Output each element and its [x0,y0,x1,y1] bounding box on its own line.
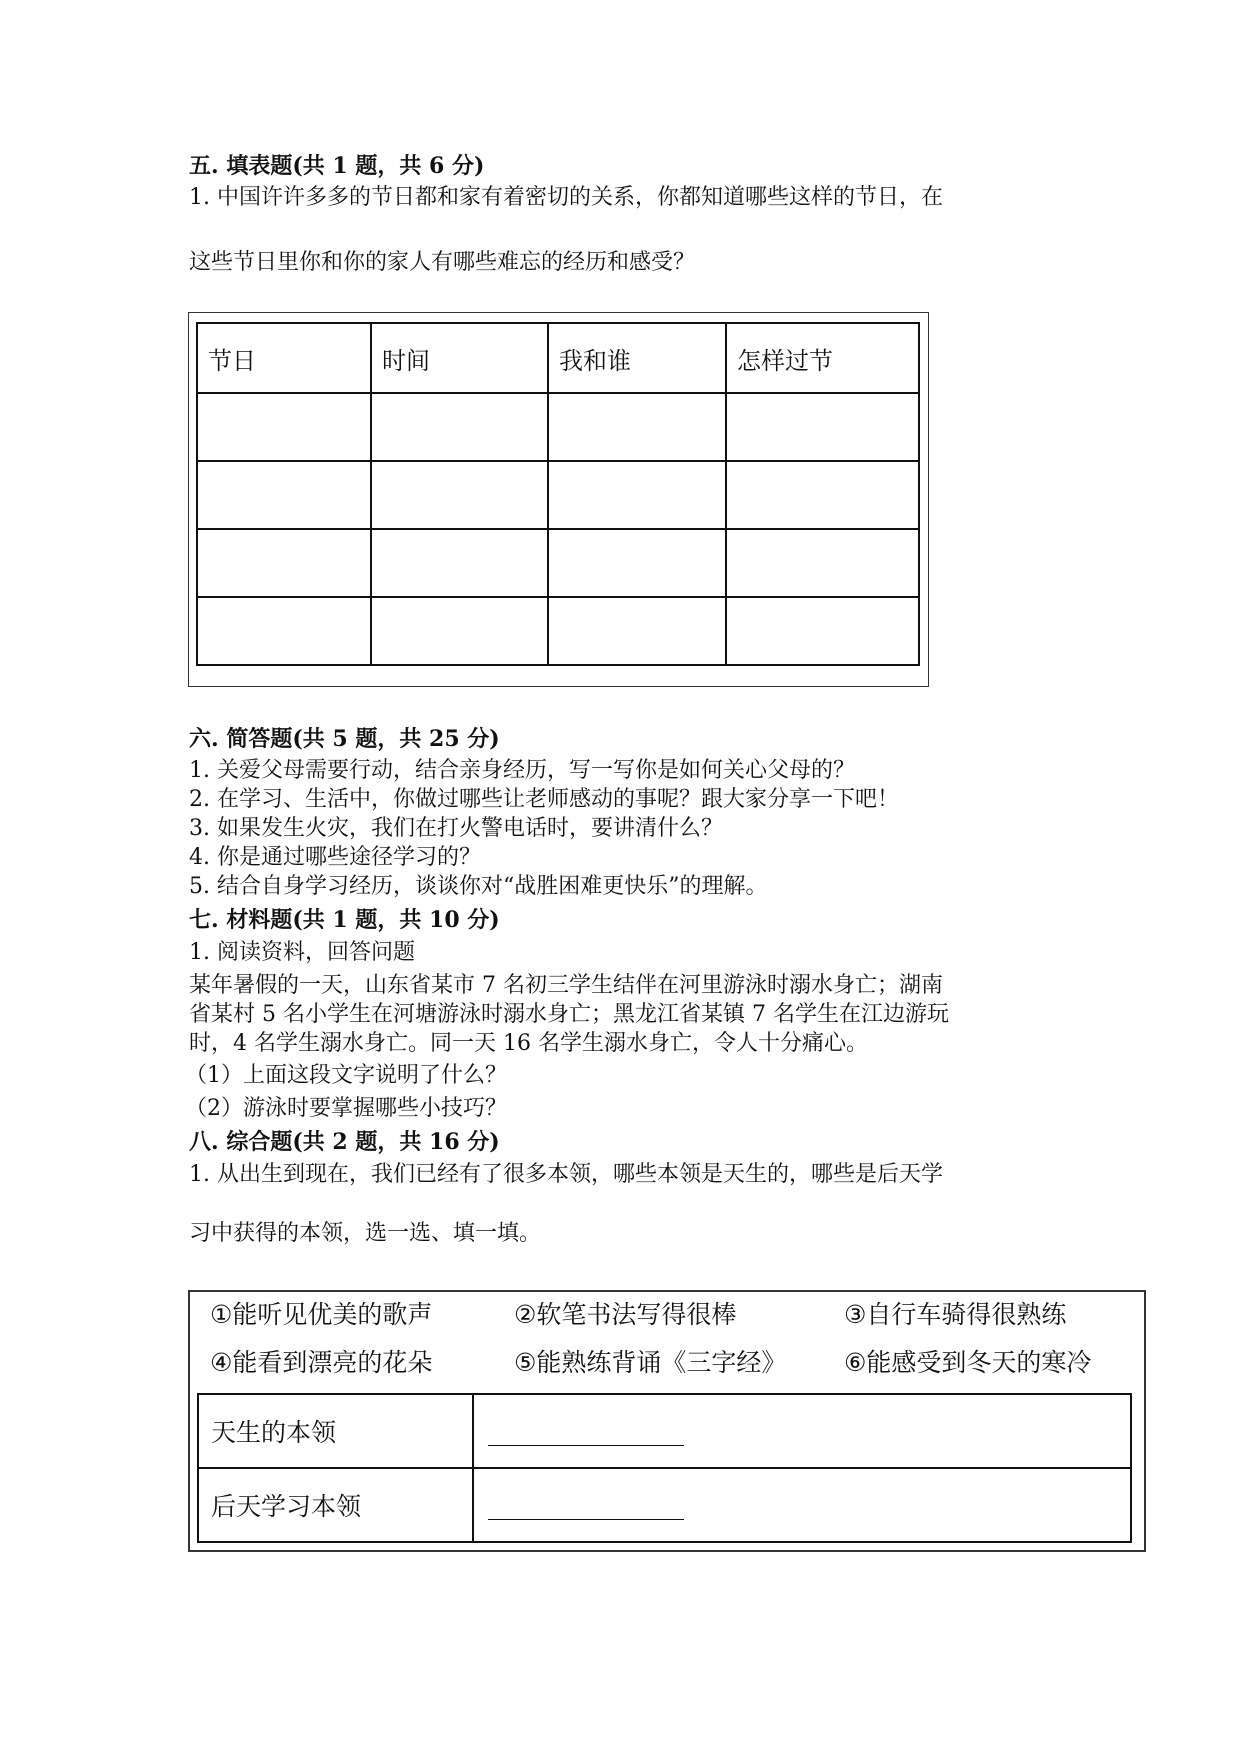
header-how-celebrate: 怎样过节 [726,323,919,393]
question-5-1-line-2: 这些节日里你和你的家人有哪些难忘的经历和感受？ [189,250,696,275]
option-1: ①能听见优美的歌声 [210,1300,433,1329]
question-8-1-line-1: 1. 从出生到现在，我们已经有了很多本领，哪些本领是天生的，哪些是后天学 [189,1162,943,1187]
table-cell[interactable] [371,461,548,529]
option-3: ③自行车骑得很熟练 [844,1300,1067,1329]
header-with-whom: 我和谁 [548,323,726,393]
header-festival: 节日 [197,323,371,393]
table-row [198,1394,1131,1468]
answer-cell-acquired[interactable] [473,1468,1131,1542]
option-6: ⑥能感受到冬天的寒冷 [844,1348,1092,1377]
question-6-1: 1. 关爱父母需要行动，结合亲身经历，写一写你是如何关心父母的？ [189,758,855,783]
table-cell[interactable] [726,597,919,665]
section-8-heading: 八. 综合题(共 2 题，共 16 分) [189,1129,500,1155]
question-6-4: 4. 你是通过哪些途径学习的？ [189,845,481,870]
row-label-acquired: 后天学习本领 [198,1468,473,1542]
table-cell[interactable] [548,529,726,597]
row-label-innate: 天生的本领 [198,1394,473,1468]
table-cell[interactable] [371,597,548,665]
table-cell[interactable] [726,461,919,529]
question-8-1-line-2: 习中获得的本领，选一选、填一填。 [189,1221,542,1246]
table-header-row [197,323,919,393]
ability-table [197,1393,1132,1543]
table-cell[interactable] [726,393,919,461]
option-2: ②软笔书法写得很棒 [514,1300,737,1329]
table-cell[interactable] [197,597,371,665]
passage-line-1: 某年暑假的一天，山东省某市 7 名初三学生结伴在河里游泳时溺水身亡；湖南 [189,973,943,998]
table-cell[interactable] [726,529,919,597]
table-cell[interactable] [548,461,726,529]
table-cell[interactable] [371,393,548,461]
answer-blank-acquired[interactable] [488,1493,684,1520]
table-row [197,529,919,597]
festival-table [196,322,920,666]
table-row [197,393,919,461]
option-4: ④能看到漂亮的花朵 [210,1348,433,1377]
table-cell[interactable] [548,597,726,665]
passage-line-3: 时，4 名学生溺水身亡。同一天 16 名学生溺水身亡，令人十分痛心。 [189,1031,868,1056]
table-row [197,597,919,665]
question-6-2: 2. 在学习、生活中，你做过哪些让老师感动的事呢？跟大家分享一下吧！ [189,787,899,812]
passage-line-2: 省某村 5 名小学生在河塘游泳时溺水身亡；黑龙江省某镇 7 名学生在江边游玩 [189,1002,949,1027]
table-cell[interactable] [197,529,371,597]
question-5-1-line-1: 1. 中国许许多多的节日都和家有着密切的关系，你都知道哪些这样的节日，在 [189,185,943,210]
answer-cell-innate[interactable] [473,1394,1131,1468]
question-6-5: 5. 结合自身学习经历，谈谈你对“战胜困难更快乐”的理解。 [189,874,768,899]
section-6-heading: 六. 简答题(共 5 题，共 25 分) [189,726,500,752]
question-6-3: 3. 如果发生火灾，我们在打火警电话时，要讲清什么？ [189,816,723,841]
sub-question-2: （2）游泳时要掌握哪些小技巧？ [185,1096,507,1121]
question-7-1: 1. 阅读资料，回答问题 [189,940,415,965]
answer-blank-innate[interactable] [488,1419,684,1446]
sub-question-1: （1）上面这段文字说明了什么？ [185,1063,507,1088]
section-7-heading: 七. 材料题(共 1 题，共 10 分) [189,907,500,933]
table-row [197,461,919,529]
table-row [198,1468,1131,1542]
table-cell[interactable] [548,393,726,461]
table-cell[interactable] [197,461,371,529]
table-cell[interactable] [197,393,371,461]
section-5-heading: 五. 填表题(共 1 题，共 6 分) [189,153,485,179]
table-cell[interactable] [371,529,548,597]
option-5: ⑤能熟练背诵《三字经》 [514,1348,787,1377]
header-time: 时间 [371,323,548,393]
